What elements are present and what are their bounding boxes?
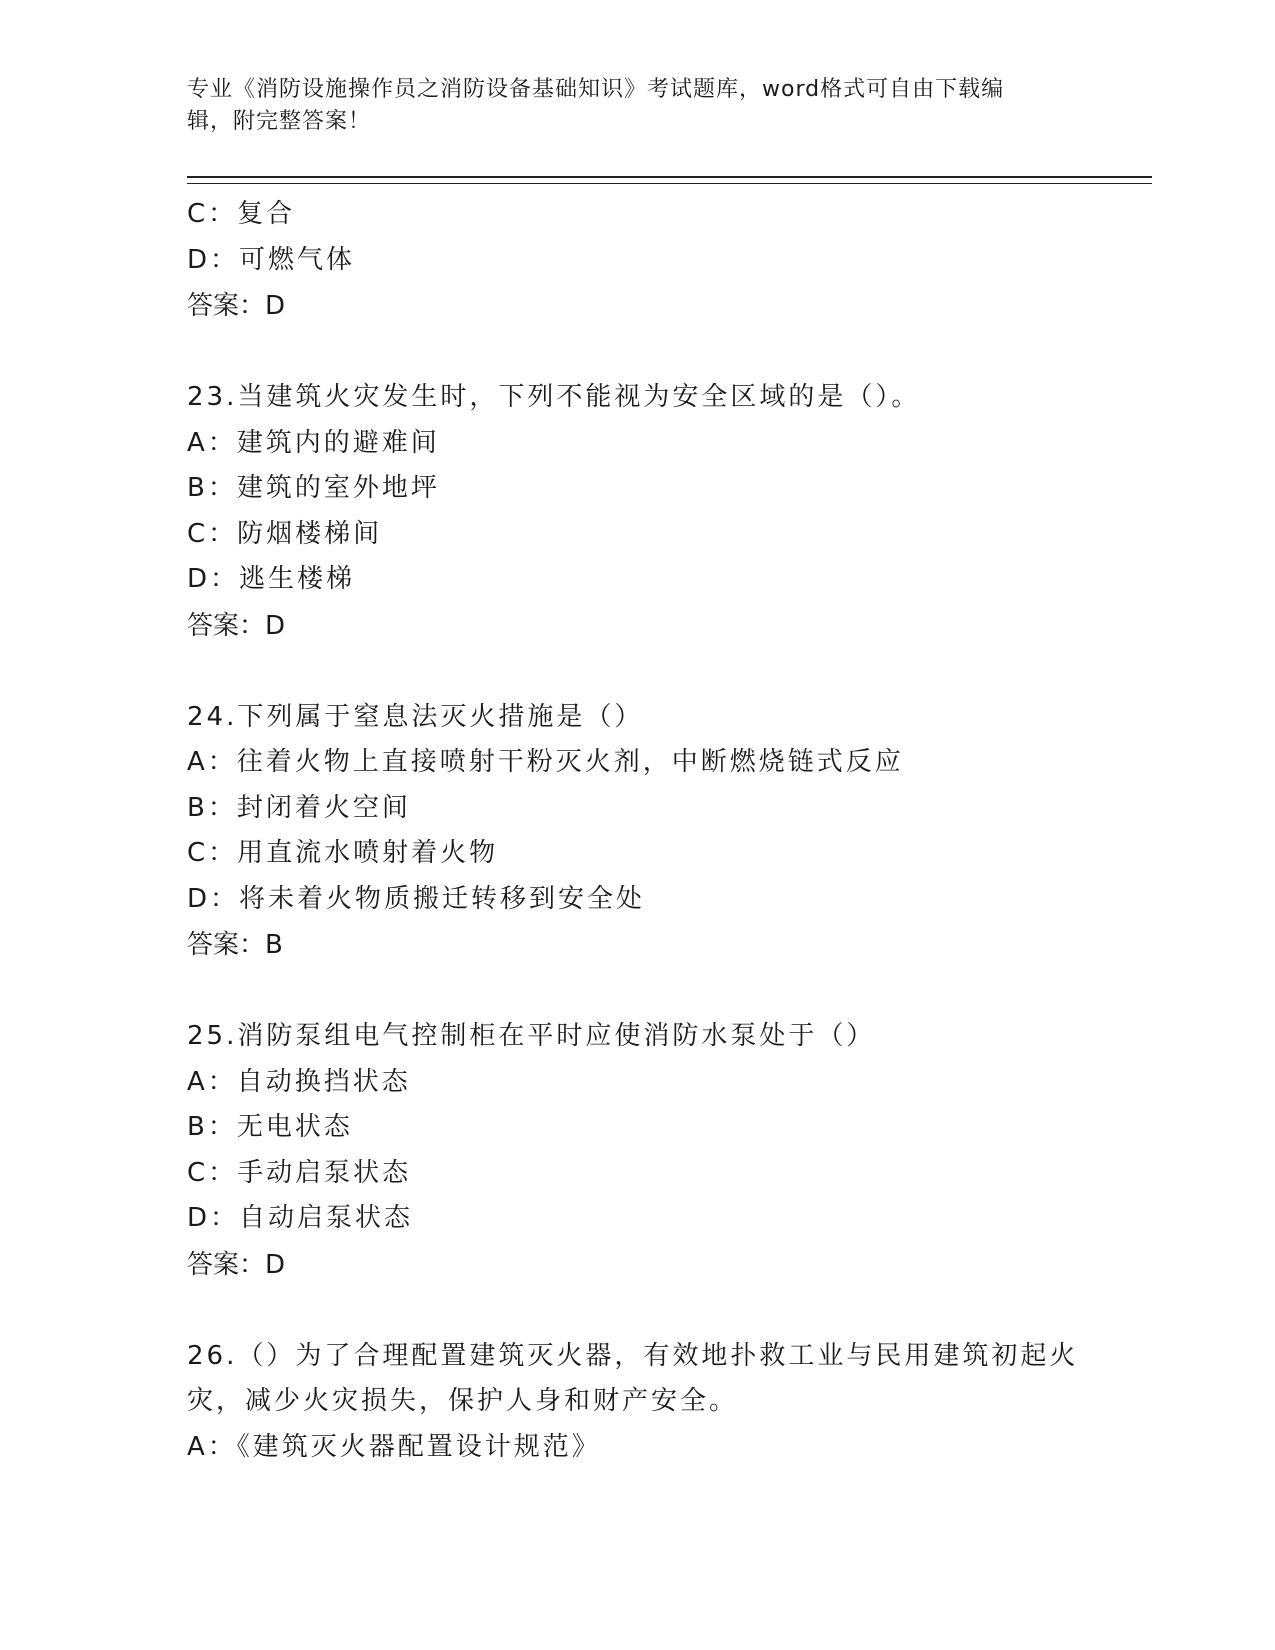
- option-line: C：用直流水喷射着火物: [187, 838, 499, 868]
- question-stem: 23.当建筑火灾发生时，下列不能视为安全区域的是（）。: [187, 382, 921, 412]
- option-line: A：自动换挡状态: [187, 1066, 411, 1097]
- option-line: A：建筑内的避难间: [187, 427, 440, 458]
- answer-line: 答案：B: [187, 930, 283, 960]
- option-line: A：往着火物上直接喷射干粉灭火剂，中断燃烧链式反应: [187, 747, 904, 777]
- document-header: [187, 74, 1087, 138]
- option-line: D：将未着火物质搬迁转移到安全处: [187, 883, 646, 914]
- option-line: C：复合: [187, 199, 296, 229]
- option-line: D：逃生楼梯: [187, 564, 356, 594]
- option-line: C：手动启泵状态: [187, 1157, 412, 1188]
- spacer: [187, 649, 1152, 695]
- option-line: C：防烟楼梯间: [187, 518, 383, 549]
- option-line: D：自动启泵状态: [187, 1203, 414, 1233]
- spacer: [187, 1288, 1152, 1334]
- header-line-1: 专业《消防设施操作员之消防设备基础知识》考试题库，word格式可自由下载编: [187, 77, 1005, 102]
- spacer: [187, 968, 1152, 1014]
- question-stem-continued: 灾，减少火灾损失，保护人身和财产安全。: [187, 1386, 739, 1416]
- question-stem: 25.消防泵组电气控制柜在平时应使消防水泵处于（）: [187, 1021, 876, 1051]
- option-line: B：封闭着火空间: [187, 792, 411, 823]
- question-stem: 24.下列属于窒息法灭火措施是（）: [187, 701, 644, 732]
- header-rule-thick: [187, 176, 1152, 178]
- answer-line: 答案：D: [187, 1249, 286, 1280]
- question-list: [187, 192, 1152, 1470]
- spacer: [187, 329, 1152, 375]
- answer-line: 答案：D: [187, 291, 286, 321]
- option-line: B：无电状态: [187, 1112, 353, 1142]
- header-line-2: 辑，附完整答案！: [187, 109, 372, 134]
- option-line: A：《建筑灭火器配置设计规范》: [187, 1431, 601, 1462]
- answer-line: 答案：D: [187, 610, 286, 641]
- question-stem: 26.（）为了合理配置建筑灭火器，有效地扑救工业与民用建筑初起火: [187, 1340, 1079, 1371]
- option-line: D：可燃气体: [187, 244, 356, 275]
- header-rule-thin: [187, 183, 1152, 184]
- option-line: B：建筑的室外地坪: [187, 473, 440, 503]
